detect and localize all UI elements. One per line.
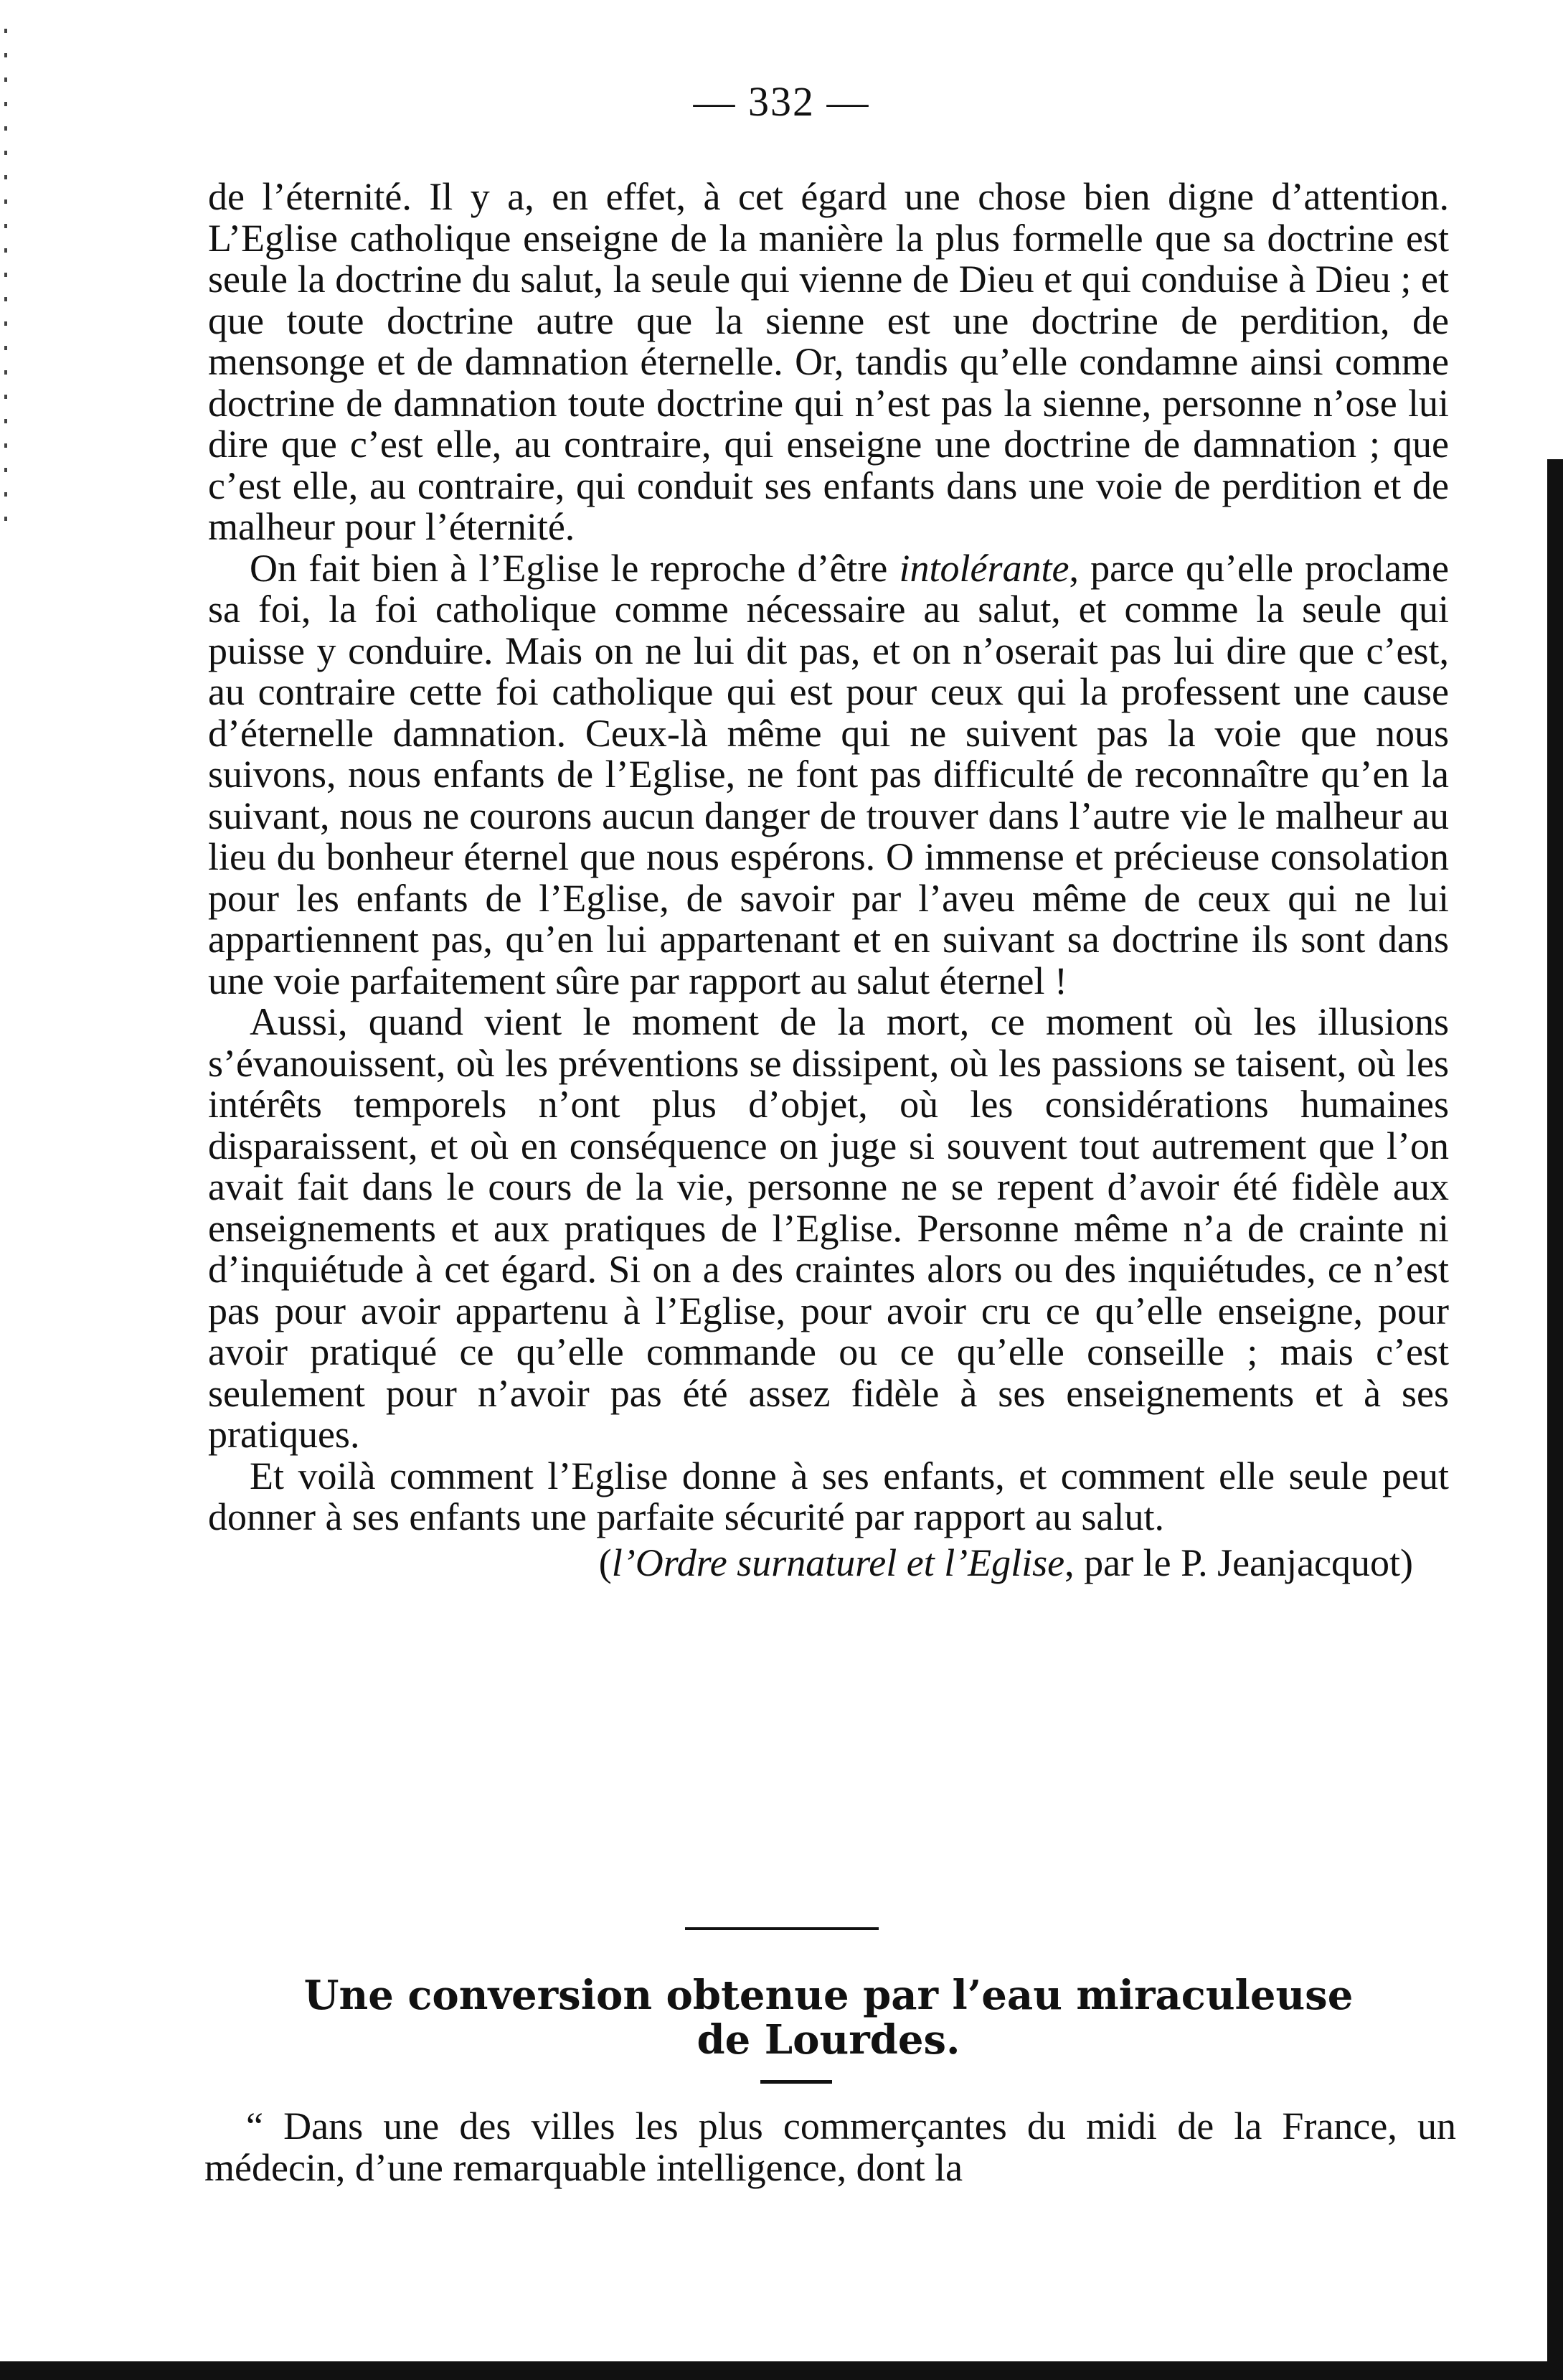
paragraph-2-end: , parce qu’elle proclame sa foi, la foi catholique comme nécessaire au salut, et comme la seule qui puisse y conduire. Mais on ne lui dit pas, et on n’oserait pas lui dire que c’est, au contraire cette foi catholique qui est pour ceux qui la professent une cause d’éternelle damnation. Ceux-là même qui ne suivent pas la voie que nous suivons, nous enfants de l’Eglise, ne font pas difficulté de reconnaître qu’en la suivant, nous ne courons aucun danger de trouver dans l’autre vie le malheur au lieu du bonheur éternel que nous espérons. O immense et précieuse consolation pour les enfants de l’Eglise, de savoir par l’aveu même de ceux qui ne lui appartiennent pas, qu’en lui appartenant et en suivant sa doctrine ils sont dans une voie parfaitement sûre par rapport au salut éternel ! bbox=[208, 546, 1450, 1002]
paragraph-4: Et voilà comment l’Eglise donne à ses enfants, et comment elle seule peut donner à ses enfants une parfaite sécurité par rapport au salut. bbox=[208, 1454, 1449, 1538]
page-number: — 332 — bbox=[693, 78, 870, 125]
source-title: l’Ordre surnaturel et l’Eglise bbox=[611, 1541, 1065, 1584]
article-body bbox=[208, 177, 1449, 1584]
paragraph-1: de l’éternité. Il y a, en effet, à cet égard une chose bien digne d’attention. L’Eglise catholique enseigne de la manière la plus formelle que sa doctrine est seule la doctrine du salut, la seule qui vienne de Dieu et qui conduise à Dieu ; et que toute doctrine autre que la sienne est une doctrine de perdition, de mensonge et de damnation éternelle. Or, tandis qu’elle condamne ainsi comme doctrine de damnation toute doctrine qui n’est pas la sienne, personne n’ose lui dire que c’est elle, au contraire, qui enseigne une doctrine de damnation ; que c’est elle, au contraire, qui conduit ses enfants dans une voie de perdition et de malheur pour l’éternité. bbox=[208, 175, 1449, 548]
section-heading-line-1: Une conversion obtenue par l’eau miraculeuse bbox=[303, 1972, 1354, 2019]
bottom-scan-edge bbox=[0, 2361, 1563, 2380]
section-divider bbox=[685, 1927, 879, 1930]
section-opening-paragraph: “ Dans une des villes les plus commerçantes du midi de la France, un médecin, d’une remarquable intelligence, dont la bbox=[204, 2104, 1456, 2189]
section-heading-line-2: de Lourdes. bbox=[696, 2016, 960, 2064]
emphasis-word: intolérante bbox=[899, 546, 1069, 590]
paragraph-2 bbox=[208, 548, 1449, 1002]
source-author: , par le P. Jeanjacquot) bbox=[1064, 1541, 1413, 1584]
heading-underline bbox=[760, 2080, 832, 2084]
source-citation bbox=[208, 1543, 1449, 1584]
source-open: ( bbox=[598, 1541, 612, 1584]
right-scan-edge bbox=[1547, 459, 1563, 2380]
paragraph-2-start: On fait bien à l’Eglise le reproche d’être bbox=[250, 546, 899, 590]
section-heading bbox=[194, 1973, 1463, 2062]
paragraph-3: Aussi, quand vient le moment de la mort, ce moment où les illusions s’évanouissent, où les préventions se dissipent, où les passions se taisent, où les intérêts temporels n’ont plus d’objet, où les considérations humaines disparaissent, et où en conséquence on juge si souvent tout autrement que l’on avait fait dans le cours de la vie, personne ne se repent d’avoir été fidèle aux enseignements et aux pratiques de l’Eglise. Personne même n’a de crainte ni d’inquiétude à cet égard. Si on a des craintes alors ou des inquiétudes, ce n’est pas pour avoir appartenu à l’Eglise, pour avoir cru ce qu’elle enseigne, pour avoir pratiqué ce qu’elle commande ou ce qu’elle conseille ; mais c’est seulement pour n’avoir pas été assez fidèle à ses enseignements et à ses pratiques. bbox=[208, 1000, 1449, 1456]
